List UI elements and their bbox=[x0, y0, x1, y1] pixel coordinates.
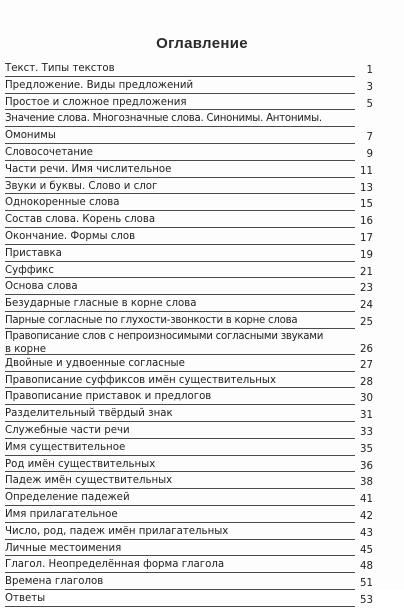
toc-entry-title: Основа слова bbox=[5, 281, 78, 293]
toc-entry bbox=[5, 591, 373, 608]
toc-entry-title: Значение слова. Многозначные слова. Синонимы. Антонимы. bbox=[5, 113, 322, 125]
toc-entry-title: Двойные и удвоенные согласные bbox=[5, 357, 185, 369]
toc-entry-title: Части речи. Имя числительное bbox=[5, 163, 172, 175]
toc-entry-title: Род имён существительных bbox=[5, 458, 156, 470]
toc-underline bbox=[5, 455, 355, 456]
toc-entry-title: Правописание слов с непроизносимыми согласными звуками bbox=[5, 330, 324, 342]
toc-entry-title: Число, род, падеж имён прилагательных bbox=[5, 525, 229, 537]
toc-underline bbox=[5, 522, 355, 523]
toc-entry-page: 24 bbox=[360, 300, 373, 312]
toc-underline bbox=[5, 109, 355, 110]
toc-entry bbox=[5, 263, 373, 280]
toc-underline bbox=[5, 371, 355, 372]
toc-underline bbox=[5, 227, 355, 228]
toc-underline bbox=[5, 160, 355, 161]
toc-entry bbox=[5, 78, 373, 95]
toc-entry-page: 51 bbox=[360, 578, 373, 590]
toc-entry-page: 28 bbox=[360, 376, 373, 388]
toc-underline bbox=[5, 387, 355, 388]
toc-underline bbox=[5, 555, 355, 556]
toc-entry-page: 36 bbox=[360, 460, 373, 472]
toc-entry-title: Однокоренные слова bbox=[5, 197, 120, 209]
toc-entry-title: Времена глаголов bbox=[5, 576, 104, 588]
toc-entry-title: Омонимы bbox=[5, 130, 56, 142]
toc-entry bbox=[5, 473, 373, 490]
toc-underline bbox=[5, 438, 355, 439]
toc-underline bbox=[5, 404, 355, 405]
toc-entry-page: 43 bbox=[360, 527, 373, 539]
toc-entry-title: Имя прилагательное bbox=[5, 508, 118, 520]
toc-entry-title: Состав слова. Корень слова bbox=[5, 214, 156, 226]
toc-entry-title: Имя существительное bbox=[5, 441, 126, 453]
toc-underline bbox=[5, 93, 355, 94]
toc-entry-title: Правописание приставок и предлогов bbox=[5, 391, 212, 403]
toc-entry-title-continued: в корне bbox=[5, 343, 47, 355]
toc-entry bbox=[5, 279, 373, 296]
toc-entry-page: 9 bbox=[366, 148, 373, 160]
toc-entry bbox=[5, 406, 373, 423]
toc-entry-page: 42 bbox=[360, 510, 373, 522]
toc-underline bbox=[5, 539, 355, 540]
toc-underline bbox=[5, 294, 355, 295]
toc-entry-page: 35 bbox=[360, 443, 373, 455]
toc-entry bbox=[5, 356, 373, 373]
toc-underline bbox=[5, 244, 355, 245]
toc-entry-title: Безударные гласные в корне слова bbox=[5, 298, 197, 310]
toc-entry-page: 16 bbox=[360, 216, 373, 228]
toc-entry bbox=[5, 296, 373, 313]
page-title: Оглавление bbox=[156, 35, 248, 52]
toc-entry bbox=[5, 457, 373, 474]
toc-entry bbox=[5, 574, 373, 591]
toc-entry-page: 27 bbox=[360, 359, 373, 371]
toc-entry-page: 3 bbox=[366, 81, 373, 93]
toc-entry bbox=[5, 212, 373, 229]
toc-entry bbox=[5, 195, 373, 212]
toc-entry-page: 21 bbox=[360, 266, 373, 278]
toc-entry bbox=[5, 440, 373, 457]
toc-underline bbox=[5, 126, 355, 127]
toc-entry bbox=[5, 423, 373, 440]
toc-underline bbox=[5, 210, 355, 211]
toc-entry bbox=[5, 541, 373, 558]
toc-entry-page: 45 bbox=[360, 544, 373, 556]
toc-entry-title: Словосочетание bbox=[5, 146, 93, 158]
toc-entry-title: Окончание. Формы слов bbox=[5, 230, 136, 242]
toc-entry-title: Разделительный твёрдый знак bbox=[5, 408, 173, 420]
toc-entry bbox=[5, 557, 373, 574]
toc-entry-page: 5 bbox=[366, 98, 373, 110]
toc-entry-page: 7 bbox=[366, 132, 373, 144]
toc-entry-page: 31 bbox=[360, 410, 373, 422]
toc-entry-title: Простое и сложное предложения bbox=[5, 96, 187, 108]
toc-entry-page: 30 bbox=[360, 393, 373, 405]
toc-underline bbox=[5, 572, 355, 573]
toc-entry-page: 11 bbox=[360, 165, 373, 177]
toc-underline bbox=[5, 261, 355, 262]
toc-entry-page: 33 bbox=[360, 426, 373, 438]
toc-entry bbox=[5, 373, 373, 390]
toc-entry bbox=[5, 389, 373, 406]
toc-underline bbox=[5, 354, 355, 355]
toc-underline bbox=[5, 328, 355, 329]
toc-entry-page: 26 bbox=[360, 343, 373, 355]
toc-entry-page: 13 bbox=[360, 182, 373, 194]
toc-entry bbox=[5, 229, 373, 246]
toc-underline bbox=[5, 488, 355, 489]
toc-entry bbox=[5, 128, 373, 145]
toc-underline bbox=[5, 421, 355, 422]
toc-entry bbox=[5, 490, 373, 507]
toc-entry bbox=[5, 95, 373, 112]
toc-entry bbox=[5, 246, 373, 263]
toc-underline bbox=[5, 606, 355, 607]
toc-entry-page: 17 bbox=[360, 232, 373, 244]
toc-entry-page: 1 bbox=[366, 65, 373, 76]
toc-underline bbox=[5, 471, 355, 472]
toc-entry-page: 53 bbox=[360, 594, 373, 606]
toc-underline bbox=[5, 177, 355, 178]
toc-underline bbox=[5, 277, 355, 278]
toc-entry bbox=[5, 313, 373, 330]
toc-entry-title: Предложение. Виды предложений bbox=[5, 79, 194, 91]
toc-underline bbox=[5, 311, 355, 312]
toc-entry-title: Суффикс bbox=[5, 264, 54, 276]
toc-entry-title: Текст. Типы текстов bbox=[5, 63, 115, 74]
toc-entry-title: Звуки и буквы. Слово и слог bbox=[5, 180, 158, 192]
toc-underline bbox=[5, 143, 355, 144]
toc-entry-title: Личные местоимения bbox=[5, 542, 122, 554]
toc-entry bbox=[5, 330, 373, 356]
toc-entry bbox=[5, 111, 349, 128]
toc-underline bbox=[5, 505, 355, 506]
toc-entry bbox=[5, 145, 373, 162]
toc-entry-page: 23 bbox=[360, 283, 373, 295]
toc-entry-title: Глагол. Неопределённая форма глагола bbox=[5, 559, 225, 571]
toc-entry-page: 19 bbox=[360, 249, 373, 261]
toc-entry-page: 15 bbox=[360, 199, 373, 211]
toc-entry bbox=[5, 162, 373, 179]
toc-entry-title: Парные согласные по глухости-звонкости в корне слова bbox=[5, 314, 298, 326]
toc-underline bbox=[5, 76, 355, 77]
toc-entry bbox=[5, 524, 373, 541]
toc-entry-page: 41 bbox=[360, 494, 373, 506]
toc-entry-title: Служебные части речи bbox=[5, 424, 130, 436]
toc-entry bbox=[5, 61, 373, 78]
toc-entry bbox=[5, 507, 373, 524]
toc-entry-title: Определение падежей bbox=[5, 492, 130, 504]
table-of-contents bbox=[5, 61, 373, 608]
toc-entry-title: Приставка bbox=[5, 247, 62, 259]
toc-entry-page: 48 bbox=[360, 561, 373, 573]
toc-underline bbox=[5, 193, 355, 194]
toc-entry-page: 25 bbox=[360, 316, 373, 328]
toc-entry-title: Падеж имён существительных bbox=[5, 475, 173, 487]
toc-entry-title: Правописание суффиксов имён существительных bbox=[5, 374, 276, 386]
toc-entry-title: Ответы bbox=[5, 592, 46, 604]
toc-entry-page: 38 bbox=[360, 477, 373, 489]
toc-entry bbox=[5, 179, 373, 196]
